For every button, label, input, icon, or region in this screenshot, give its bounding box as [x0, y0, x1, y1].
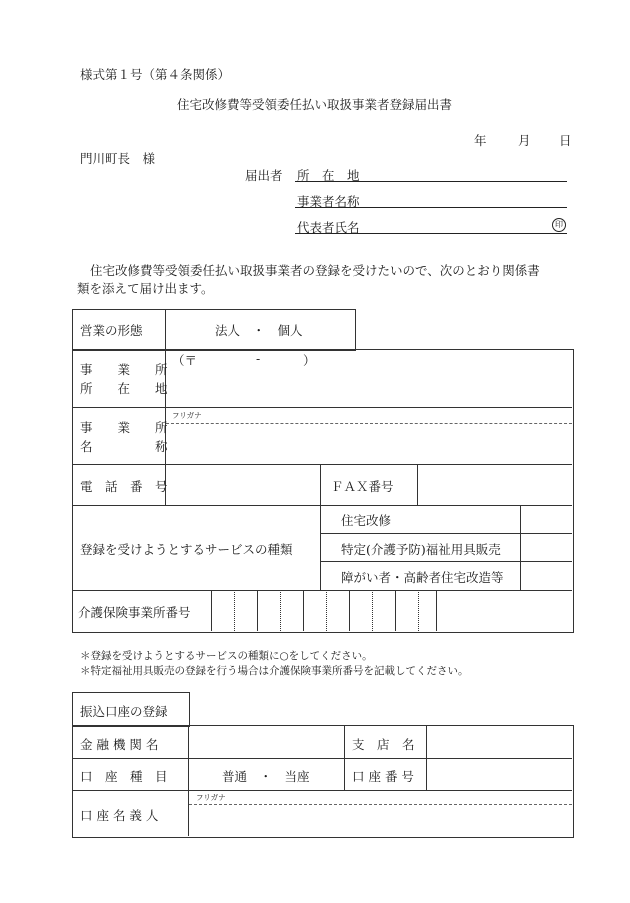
intro-line-1: 住宅改修費等受領委任払い取扱事業者の登録を受けたいので、次のとおり関係書: [90, 263, 540, 278]
office-location-label-2: 所 在 地: [80, 381, 168, 396]
service-type-label: 登録を受けようとするサービスの種類: [80, 542, 293, 557]
phone-label: 電 話 番 号: [80, 479, 168, 494]
postal-suffix: ）: [303, 353, 316, 368]
note-care-number: ＊特定福祉用具販売の登録を行う場合は介護保険事業所番号を記載してください。: [80, 665, 469, 677]
care-insurance-number-label: 介護保険事業所番号: [78, 605, 191, 620]
applicant-label: 届出者: [245, 168, 283, 183]
office-name-label-2: 名 称: [80, 439, 168, 454]
account-type-options[interactable]: 普通 ・ 当座: [222, 769, 310, 784]
business-name-label: 事業者名称: [297, 194, 360, 209]
date-year-label: 年: [474, 133, 487, 148]
postal-hyphen: -: [256, 351, 261, 366]
service-mark-cell-3[interactable]: [522, 563, 570, 589]
seal-mark: 印: [552, 218, 566, 232]
branch-input[interactable]: [428, 727, 570, 757]
service-mark-cell-2[interactable]: [522, 535, 570, 560]
phone-input[interactable]: [167, 466, 318, 503]
note-service-circle: ＊登録を受けようとするサービスの種類に○をしてください。: [80, 650, 373, 662]
date-day-label: 日: [559, 133, 572, 148]
bank-registration-label: 振込口座の登録: [80, 704, 168, 719]
branch-label: 支 店 名: [352, 737, 415, 752]
form-number: 様式第１号（第４条関係）: [80, 67, 231, 82]
addressee: 門川町長 様: [80, 151, 156, 166]
account-holder-furigana-label: フリガナ: [196, 793, 226, 802]
account-holder-label: 口 座 名 義 人: [80, 808, 159, 823]
account-holder-input[interactable]: [190, 806, 570, 834]
service-option-housing-renovation[interactable]: 住宅改修: [341, 513, 392, 528]
business-name-line[interactable]: [295, 207, 567, 208]
fax-input[interactable]: [419, 466, 570, 503]
service-option-welfare-equipment[interactable]: 特定(介護予防)福祉用具販売: [341, 542, 501, 557]
service-mark-cell-1[interactable]: [522, 507, 570, 532]
postal-prefix: （〒: [172, 353, 198, 368]
account-number-input[interactable]: [428, 760, 570, 789]
office-location-label-1: 事 業 所: [80, 362, 168, 377]
office-name-label-1: 事 業 所: [80, 420, 168, 435]
address-label: 所 在 地: [297, 168, 360, 183]
office-name-input[interactable]: [167, 425, 570, 463]
account-number-label: 口 座 番 号: [352, 769, 414, 784]
financial-institution-label: 金 融 機 関 名: [80, 737, 159, 752]
account-type-label: 口 座 種 目: [80, 769, 168, 784]
address-line[interactable]: [295, 181, 567, 182]
intro-line-2: 類を添えて届け出ます。: [77, 281, 214, 296]
date-month-label: 月: [518, 133, 531, 148]
form-title: 住宅改修費等受領委任払い取扱事業者登録届出書: [177, 97, 453, 112]
office-location-input[interactable]: [167, 367, 570, 405]
business-form-label: 営業の形態: [80, 323, 143, 338]
service-option-home-modification[interactable]: 障がい者・高齢者住宅改造等: [341, 570, 504, 585]
financial-institution-input[interactable]: [190, 727, 342, 757]
office-name-furigana-label: フリガナ: [172, 411, 202, 420]
fax-label: ＦＡＸ番号: [331, 479, 394, 494]
representative-line[interactable]: [295, 233, 567, 234]
business-form-options[interactable]: 法人 ・ 個人: [215, 323, 303, 338]
representative-label: 代表者氏名: [297, 220, 360, 235]
